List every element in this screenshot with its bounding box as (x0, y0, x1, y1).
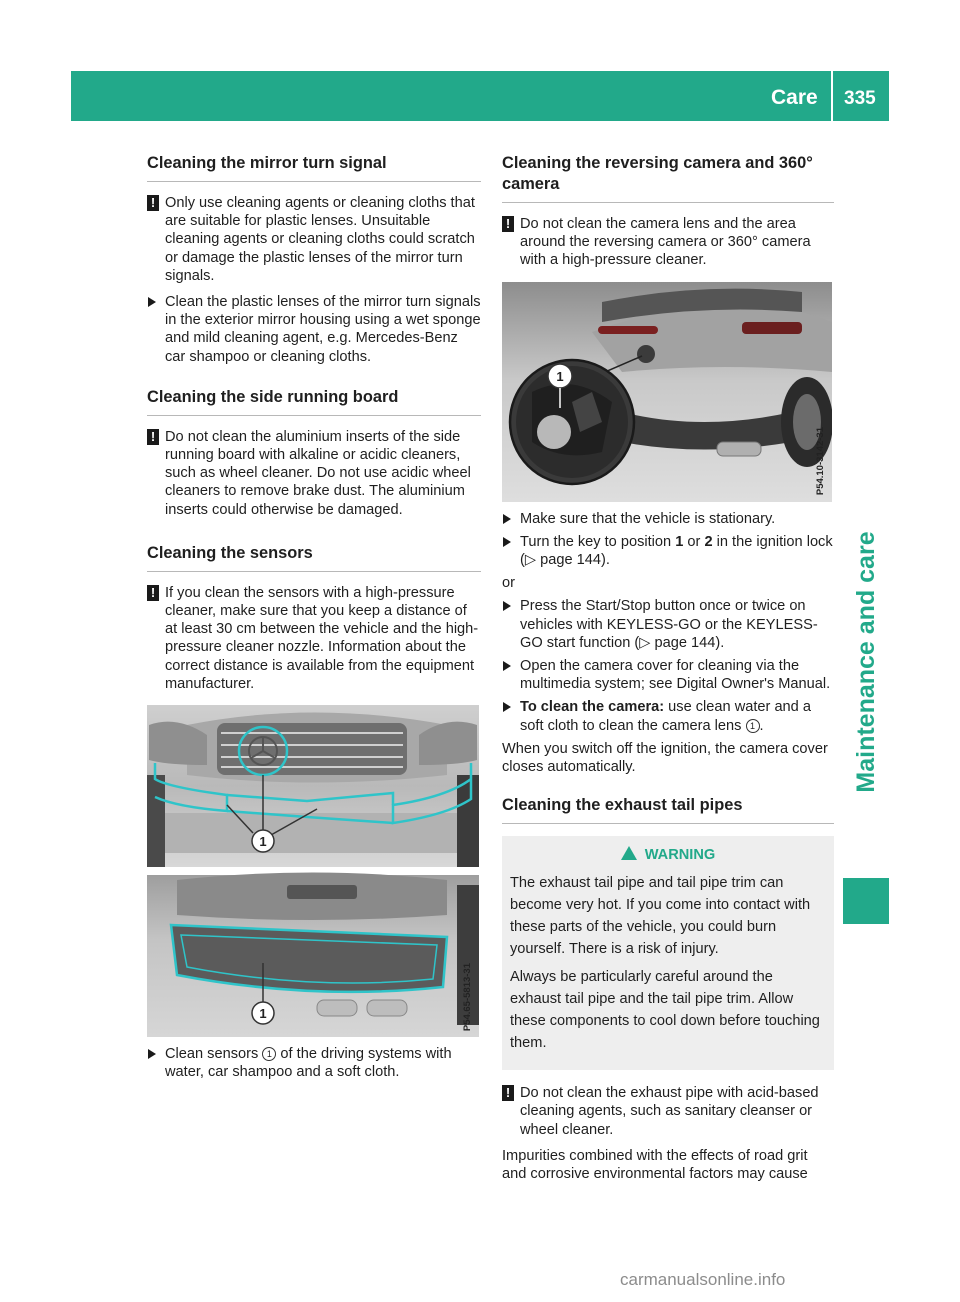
caution-icon: ! (502, 1085, 514, 1101)
instruction-step (502, 533, 834, 569)
or-text: or (502, 575, 515, 592)
step-text: Clean sensors (165, 1046, 259, 1063)
step-arrow-icon (503, 702, 511, 712)
side-thumb-tab (843, 878, 889, 924)
caution-text: Do not clean the camera lens and the area around the reversing camera or 360° camera with a high-pressure cleaner. (520, 216, 811, 269)
step-arrow-icon (503, 537, 511, 547)
step-text: or (687, 533, 701, 550)
caution-icon: ! (147, 429, 159, 445)
right-column (502, 153, 834, 1188)
step-arrow-icon (503, 601, 511, 611)
warning-label: WARNING (644, 847, 716, 864)
warning-text: Always be particularly careful around the exhaust tail pipe and the tail pipe trim. Allow these components to cool down before touching them. (510, 969, 820, 1052)
caution-text: If you clean the sensors with a high-pressure cleaner, make sure that you keep a distance of at least 30 cm between the vehicle and the high-pressure cleaner nozzle. Information about the correct distance is available from the equipment manufacturer. (165, 584, 479, 692)
figure-code: P54.10-3142-31 (814, 427, 826, 496)
section-title-camera: Cleaning the reversing camera and 360° camera (502, 153, 834, 203)
side-section-label (843, 482, 889, 842)
section-title-mirror: Cleaning the mirror turn signal (147, 153, 481, 182)
section-title-running-board: Cleaning the side running board (147, 387, 481, 416)
camera-location-figure (502, 282, 834, 502)
caution-text: Do not clean the aluminium inserts of the side running board with alkaline or acidic cleaners, such as wheel cleaner. Do not use acidic wheel cleaners to remove brake dust. The aluminium inserts could otherwise be damaged. (165, 428, 471, 518)
callout-1-front: 1 (259, 834, 267, 850)
step-text: in the ignition lock (▷ page 144). (520, 533, 833, 569)
step-text: Clean the plastic lenses of the mirror turn signals in the exterior mirror housing using a wet sponge and mild cleaning agent, e.g. Mercedes-Benz car shampoo or cleaning cloths. (165, 294, 481, 365)
header-separator (831, 71, 833, 121)
car-sensor-illustration (147, 705, 479, 1037)
step-text: of the driving systems with water, car shampoo and a soft cloth. (165, 1046, 452, 1081)
page-number: 335 (844, 88, 876, 109)
caution-note (147, 428, 481, 519)
callout-1-ref: 1 (262, 1047, 276, 1061)
instruction-step (502, 698, 834, 734)
step-arrow-icon (148, 1049, 156, 1059)
caution-note (147, 584, 481, 693)
section-title-exhaust: Cleaning the exhaust tail pipes (502, 795, 834, 824)
watermark-text: carmanualsonline.info (620, 1270, 786, 1289)
instruction-step (147, 293, 481, 366)
step-text: Press the Start/Stop button once or twice on vehicles with KEYLESS-GO or the KEYLESS-GO start function (▷ page 144). (520, 598, 818, 651)
instruction-step (502, 657, 834, 693)
callout-1-ref: 1 (746, 719, 760, 733)
warning-box (502, 836, 834, 1070)
instruction-step (147, 1045, 481, 1081)
step-text: Make sure that the vehicle is stationary. (520, 510, 776, 527)
sensor-location-figure (147, 705, 481, 1037)
step-text: Open the camera cover for cleaning via the multimedia system; see Digital Owner's Manual. (520, 658, 831, 693)
body-paragraph: Impurities combined with the effects of road grit and corrosive environmental factors may cause (502, 1147, 808, 1183)
body-paragraph: When you switch off the ignition, the camera cover closes automatically. (502, 740, 828, 776)
callout-1-rear: 1 (259, 1006, 267, 1022)
step-arrow-icon (503, 661, 511, 671)
caution-note (147, 194, 481, 285)
rear-camera-illustration (502, 282, 832, 502)
instruction-step (502, 597, 834, 652)
instruction-step (502, 510, 834, 528)
left-column (147, 153, 481, 1086)
figure-code: P54.65-5813-31 (461, 962, 473, 1032)
side-section-label-text: Maintenance and care (852, 531, 880, 793)
warning-header (510, 844, 826, 866)
step-text: use clean water and a soft cloth to clean the camera lens (520, 699, 811, 734)
key-position-1: 1 (675, 533, 684, 550)
camera-callout-1: 1 (556, 368, 564, 384)
step-text: Turn the key to position (520, 533, 672, 550)
caution-icon: ! (147, 585, 159, 601)
caution-note (502, 1084, 834, 1139)
step-text-end: . (759, 717, 764, 734)
warning-triangle-icon (621, 846, 637, 860)
header-bar (71, 71, 889, 121)
key-position-2: 2 (704, 533, 713, 550)
warning-text: The exhaust tail pipe and tail pipe trim can become very hot. If you come into contact with these parts of the vehicle, you could burn yourself. There is a risk of injury. (510, 875, 811, 958)
step-arrow-icon (148, 297, 156, 307)
caution-note (502, 215, 834, 270)
step-bold-label: To clean the camera: (520, 699, 665, 716)
caution-icon: ! (502, 216, 514, 232)
caution-icon: ! (147, 195, 159, 211)
step-arrow-icon (503, 514, 511, 524)
header-title: Care (771, 86, 818, 109)
caution-text: Only use cleaning agents or cleaning cloths that are suitable for plastic lenses. Unsuitable cleaning agents or cleaning cloths could scratch or damage the plastic lenses of the mirror turn signals. (165, 195, 475, 284)
caution-text: Do not clean the exhaust pipe with acid-based cleaning agents, such as sanitary cleanser or wheel cleaner. (520, 1085, 819, 1138)
section-title-sensors: Cleaning the sensors (147, 543, 481, 572)
